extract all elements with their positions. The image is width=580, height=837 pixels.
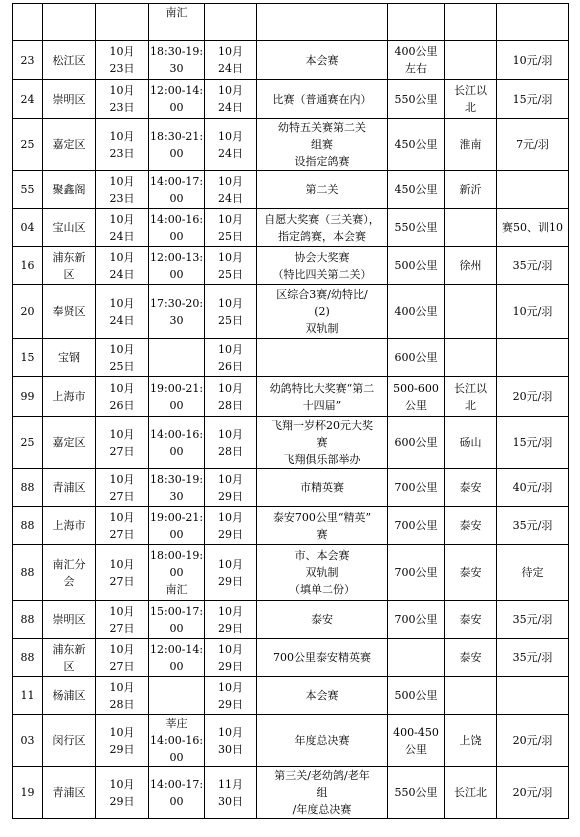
cell-fee: 15元/羽 (497, 80, 569, 119)
cell-release-date: 10月 23日 (96, 41, 149, 80)
cell-number (13, 4, 43, 41)
cell-finish-date: 10月 28日 (205, 377, 257, 417)
cell-time (149, 339, 205, 377)
cell-number: 25 (13, 417, 43, 469)
cell-fee (497, 677, 569, 715)
table-row (13, 417, 569, 469)
cell-district: 崇明区 (43, 601, 96, 639)
cell-distance: 550公里 (388, 209, 445, 247)
cell-fee: 20元/羽 (497, 767, 569, 819)
cell-distance: 700公里 (388, 545, 445, 601)
cell-time: 14:00-16: 00 (149, 209, 205, 247)
cell-event: 泰安 (257, 601, 388, 639)
cell-district: 聚鑫阁 (43, 171, 96, 209)
table-row (13, 4, 569, 41)
cell-time: 15:00-17: 00 (149, 601, 205, 639)
cell-distance (388, 4, 445, 41)
cell-district: 浦东新 区 (43, 247, 96, 285)
cell-finish-date: 10月 25日 (205, 247, 257, 285)
cell-fee: 40元/羽 (497, 469, 569, 507)
cell-release-place: 淮南 (445, 119, 497, 171)
cell-finish-date: 10月 24日 (205, 119, 257, 171)
cell-time: 14:00-17: 00 (149, 171, 205, 209)
cell-release-place: 上饶 (445, 715, 497, 767)
cell-time: 18:30-19: 30 (149, 469, 205, 507)
cell-release-place: 长江北 (445, 767, 497, 819)
cell-release-place: 砀山 (445, 417, 497, 469)
cell-release-date: 10月 27日 (96, 469, 149, 507)
cell-release-place (445, 4, 497, 41)
cell-finish-date: 10月 24日 (205, 80, 257, 119)
cell-release-date: 10月 28日 (96, 677, 149, 715)
cell-finish-date: 10月 25日 (205, 285, 257, 339)
cell-finish-date: 10月 29日 (205, 507, 257, 545)
cell-district: 宝钢 (43, 339, 96, 377)
cell-release-place: 泰安 (445, 545, 497, 601)
table-row (13, 507, 569, 545)
cell-event: 协会大奖赛 （特比四关第二关） (257, 247, 388, 285)
cell-number: 15 (13, 339, 43, 377)
cell-finish-date: 10月 25日 (205, 209, 257, 247)
cell-event: 比赛（普通赛在内） (257, 80, 388, 119)
cell-release-date: 10月 25日 (96, 339, 149, 377)
cell-finish-date: 10月 29日 (205, 639, 257, 677)
cell-number: 24 (13, 80, 43, 119)
cell-release-date: 10月 26日 (96, 377, 149, 417)
cell-district: 奉贤区 (43, 285, 96, 339)
cell-fee: 待定 (497, 545, 569, 601)
cell-district: 嘉定区 (43, 119, 96, 171)
cell-release-date: 10月 27日 (96, 639, 149, 677)
cell-release-date: 10月 27日 (96, 601, 149, 639)
table-row (13, 339, 569, 377)
race-schedule-table (12, 3, 569, 819)
cell-district: 上海市 (43, 377, 96, 417)
cell-distance: 500公里 (388, 677, 445, 715)
cell-district: 嘉定区 (43, 417, 96, 469)
cell-district: 松江区 (43, 41, 96, 80)
cell-district: 浦东新 区 (43, 639, 96, 677)
cell-release-date: 10月 23日 (96, 80, 149, 119)
table-row (13, 715, 569, 767)
cell-distance: 400-450 公里 (388, 715, 445, 767)
cell-release-date: 10月 27日 (96, 507, 149, 545)
cell-time: 12:00-14: 00 (149, 80, 205, 119)
cell-release-place (445, 285, 497, 339)
cell-fee: 7元/羽 (497, 119, 569, 171)
cell-number: 11 (13, 677, 43, 715)
cell-fee: 20元/羽 (497, 377, 569, 417)
cell-time: 14:00-17: 00 (149, 767, 205, 819)
cell-distance: 500公里 (388, 247, 445, 285)
cell-time (149, 677, 205, 715)
cell-event: 700公里泰安精英赛 (257, 639, 388, 677)
cell-release-place: 泰安 (445, 601, 497, 639)
table-row (13, 171, 569, 209)
cell-finish-date: 10月 28日 (205, 417, 257, 469)
cell-release-place: 长江以 北 (445, 80, 497, 119)
cell-number: 16 (13, 247, 43, 285)
cell-event: 市精英赛 (257, 469, 388, 507)
cell-distance (388, 639, 445, 677)
cell-release-place: 长江以 北 (445, 377, 497, 417)
cell-finish-date: 10月 26日 (205, 339, 257, 377)
cell-number: 19 (13, 767, 43, 819)
cell-fee: 35元/羽 (497, 601, 569, 639)
cell-release-place: 泰安 (445, 639, 497, 677)
cell-time: 19:00-21: 00 (149, 377, 205, 417)
cell-district: 崇明区 (43, 80, 96, 119)
cell-distance: 450公里 (388, 171, 445, 209)
cell-number: 99 (13, 377, 43, 417)
cell-event: 第二关 (257, 171, 388, 209)
cell-time: 18:30-21: 00 (149, 119, 205, 171)
table-row (13, 767, 569, 819)
table-row (13, 285, 569, 339)
cell-release-date: 10月 29日 (96, 767, 149, 819)
cell-number: 03 (13, 715, 43, 767)
cell-fee (497, 4, 569, 41)
cell-event: 幼特五关赛第二关 组赛 设指定鸽赛 (257, 119, 388, 171)
cell-fee: 10元/羽 (497, 285, 569, 339)
cell-distance: 700公里 (388, 601, 445, 639)
cell-distance: 600公里 (388, 339, 445, 377)
cell-number: 25 (13, 119, 43, 171)
cell-event: 第三关/老幼鸽/老年 组 /年度总决赛 (257, 767, 388, 819)
cell-distance: 400公里 左右 (388, 41, 445, 80)
cell-time: 莘庄 14:00-16: 00 (149, 715, 205, 767)
cell-release-date: 10月 24日 (96, 247, 149, 285)
cell-number: 88 (13, 601, 43, 639)
cell-fee: 35元/羽 (497, 507, 569, 545)
table-row (13, 469, 569, 507)
cell-finish-date: 10月 29日 (205, 469, 257, 507)
table-row (13, 80, 569, 119)
cell-finish-date: 10月 29日 (205, 601, 257, 639)
cell-release-date: 10月 24日 (96, 285, 149, 339)
cell-district: 上海市 (43, 507, 96, 545)
cell-district: 闵行区 (43, 715, 96, 767)
cell-finish-date: 10月 30日 (205, 715, 257, 767)
cell-event: 幼鸽特比大奖赛“第二 十四届” (257, 377, 388, 417)
cell-finish-date (205, 4, 257, 41)
cell-event: 飞翔一岁杯20元大奖 赛 飞翔俱乐部举办 (257, 417, 388, 469)
cell-event (257, 4, 388, 41)
cell-fee (497, 339, 569, 377)
cell-district (43, 4, 96, 41)
cell-release-place: 泰安 (445, 507, 497, 545)
cell-time: 南汇 (149, 4, 205, 41)
cell-event: 本会赛 (257, 677, 388, 715)
cell-release-date: 10月 23日 (96, 171, 149, 209)
cell-time: 14:00-16: 00 (149, 417, 205, 469)
cell-release-place (445, 339, 497, 377)
cell-release-date: 10月 24日 (96, 209, 149, 247)
cell-release-place (445, 41, 497, 80)
cell-fee: 35元/羽 (497, 639, 569, 677)
cell-release-date: 10月 23日 (96, 119, 149, 171)
cell-event: 年度总决赛 (257, 715, 388, 767)
cell-fee: 35元/羽 (497, 247, 569, 285)
cell-distance: 600公里 (388, 417, 445, 469)
cell-time: 19:00-21: 00 (149, 507, 205, 545)
cell-release-date: 10月 27日 (96, 417, 149, 469)
cell-release-date (96, 4, 149, 41)
cell-fee: 赛50、训10 (497, 209, 569, 247)
table-row (13, 677, 569, 715)
cell-district: 宝山区 (43, 209, 96, 247)
table-row (13, 209, 569, 247)
cell-time: 18:30-19: 30 (149, 41, 205, 80)
cell-distance: 500-600 公里 (388, 377, 445, 417)
cell-number: 88 (13, 507, 43, 545)
cell-distance: 400公里 (388, 285, 445, 339)
cell-finish-date: 10月 24日 (205, 41, 257, 80)
cell-event: 市、本会赛 双轨制 （填单二份） (257, 545, 388, 601)
cell-district: 青浦区 (43, 767, 96, 819)
cell-event (257, 339, 388, 377)
cell-fee: 20元/羽 (497, 715, 569, 767)
cell-number: 88 (13, 639, 43, 677)
cell-finish-date: 10月 29日 (205, 545, 257, 601)
table-row (13, 377, 569, 417)
cell-district: 杨浦区 (43, 677, 96, 715)
cell-number: 04 (13, 209, 43, 247)
table-row (13, 247, 569, 285)
cell-release-date: 10月 29日 (96, 715, 149, 767)
cell-event: 区综合3赛/幼特比/ (2) 双轨制 (257, 285, 388, 339)
table-row (13, 639, 569, 677)
cell-distance: 700公里 (388, 507, 445, 545)
table-row (13, 41, 569, 80)
cell-distance: 550公里 (388, 80, 445, 119)
cell-time: 17:30-20: 30 (149, 285, 205, 339)
cell-event: 本会赛 (257, 41, 388, 80)
cell-fee: 10元/羽 (497, 41, 569, 80)
cell-fee (497, 171, 569, 209)
table-row (13, 545, 569, 601)
cell-time: 12:00-14: 00 (149, 639, 205, 677)
cell-release-place (445, 677, 497, 715)
cell-finish-date: 11月 30日 (205, 767, 257, 819)
cell-distance: 700公里 (388, 469, 445, 507)
cell-release-date: 10月 27日 (96, 545, 149, 601)
cell-fee: 15元/羽 (497, 417, 569, 469)
cell-finish-date: 10月 29日 (205, 677, 257, 715)
cell-release-place (445, 209, 497, 247)
cell-distance: 450公里 (388, 119, 445, 171)
cell-number: 55 (13, 171, 43, 209)
cell-event: 自愿大奖赛（三关赛）， 指定鸽赛，本会赛 (257, 209, 388, 247)
cell-distance: 550公里 (388, 767, 445, 819)
cell-release-place: 新沂 (445, 171, 497, 209)
cell-district: 青浦区 (43, 469, 96, 507)
cell-number: 20 (13, 285, 43, 339)
table-row (13, 119, 569, 171)
cell-time: 18:00-19: 00 南汇 (149, 545, 205, 601)
cell-release-place: 徐州 (445, 247, 497, 285)
cell-number: 88 (13, 469, 43, 507)
table-row (13, 601, 569, 639)
cell-number: 23 (13, 41, 43, 80)
cell-event: 泰安700公里“精英” 赛 (257, 507, 388, 545)
cell-number: 88 (13, 545, 43, 601)
cell-time: 12:00-13: 00 (149, 247, 205, 285)
cell-district: 南汇分 会 (43, 545, 96, 601)
cell-release-place: 泰安 (445, 469, 497, 507)
cell-finish-date: 10月 24日 (205, 171, 257, 209)
